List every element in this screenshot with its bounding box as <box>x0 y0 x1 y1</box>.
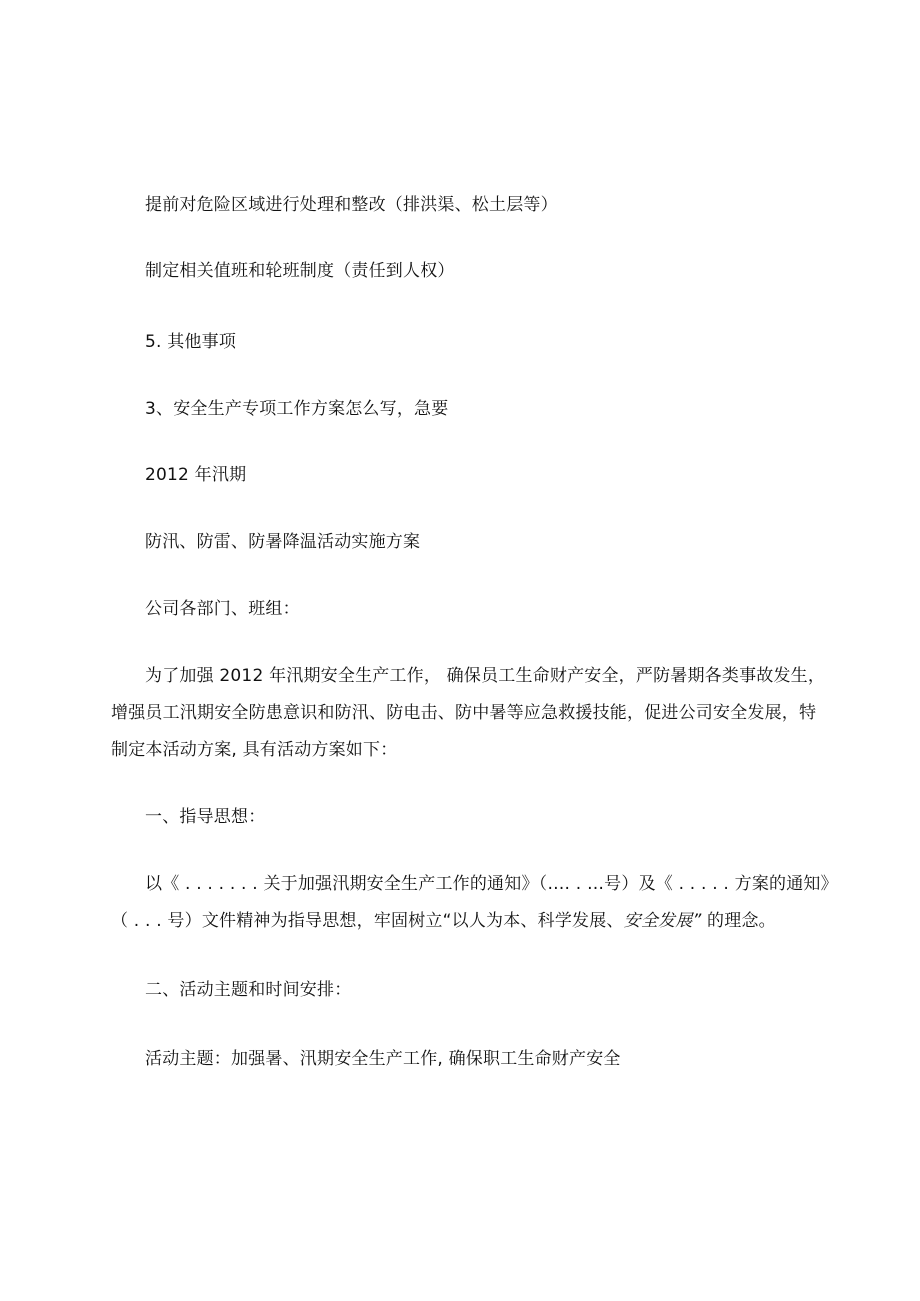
text-span: （ . . . 号）文件精神为指导思想，牢固树立“以人为本、科学发展、 <box>111 911 624 931</box>
paragraph-line: 活动主题：加强暑、汛期安全生产工作, 确保职工生命财产安全 <box>145 1049 621 1069</box>
text-span: 的理念。 <box>701 911 776 931</box>
section-heading: 一、指导思想： <box>145 807 266 827</box>
text-line: 5. 其他事项 <box>145 332 237 352</box>
paragraph-line: 增强员工汛期安全防患意识和防汛、防电击、防中暑等应急救援技能，促进公司安全发展，特 <box>111 703 817 723</box>
emphasis-text: 安全发展” <box>623 911 702 931</box>
paragraph-line <box>111 909 776 933</box>
text-line: 提前对危险区域进行处理和整改（排洪渠、松土层等） <box>145 195 558 215</box>
document-title: 防汛、防雷、防暑降温活动实施方案 <box>145 532 421 552</box>
section-heading: 3、安全生产专项工作方案怎么写，急要 <box>145 399 449 419</box>
section-heading: 二、活动主题和时间安排： <box>145 980 352 1000</box>
paragraph-line: 制定本活动方案, 具有活动方案如下： <box>111 740 398 760</box>
text-line: 制定相关值班和轮班制度（责任到人权） <box>145 261 455 281</box>
text-line: 2012 年汛期 <box>145 465 247 485</box>
paragraph-line: 为了加强 2012 年汛期安全生产工作， 确保员工生命财产安全，严防暑期各类事故发生， <box>145 666 826 686</box>
paragraph-line: 以《 . . . . . . . 关于加强汛期安全生产工作的通知》（…. . …号）及《 . . . . . 方案的通知》 <box>145 874 838 894</box>
salutation: 公司各部门、班组： <box>145 599 300 619</box>
